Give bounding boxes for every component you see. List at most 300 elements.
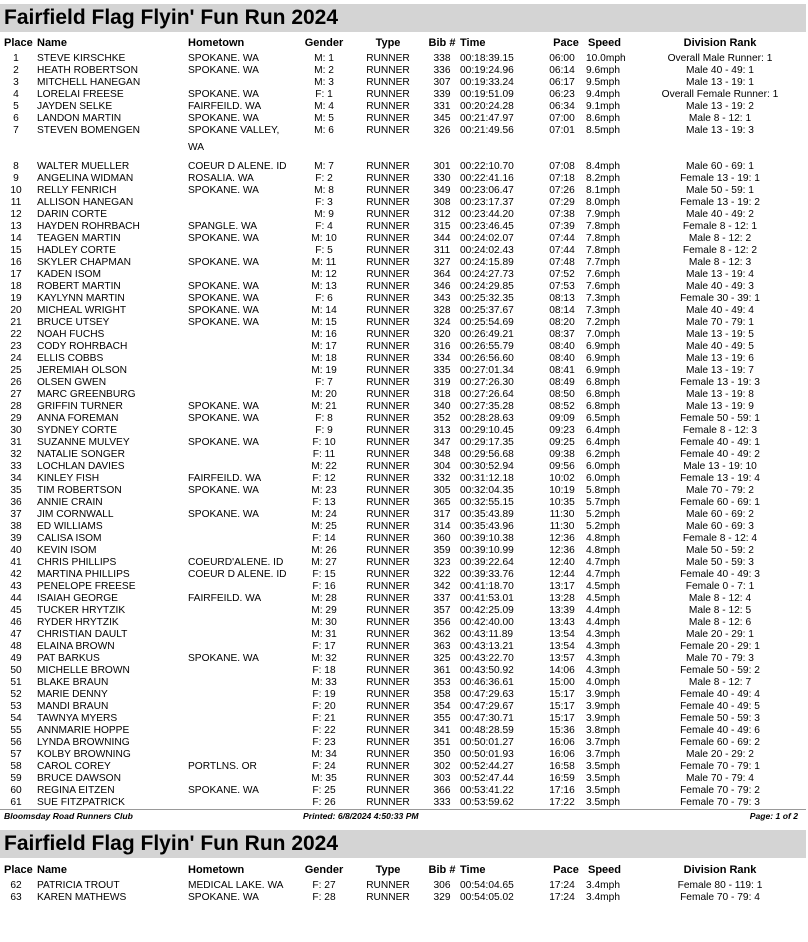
cell-type: RUNNER (366, 173, 410, 184)
cell-division: Female 8 - 12: 2 (682, 245, 758, 256)
cell-hometown: SPOKANE. WA (188, 65, 259, 76)
cell-pace: 17:24 (549, 892, 575, 903)
cell-gender: F: 5 (315, 245, 333, 256)
cell-type: RUNNER (366, 785, 410, 796)
cell-gender: F: 6 (315, 293, 333, 304)
cell-type: RUNNER (366, 473, 410, 484)
cell-division: Female 80 - 119: 1 (677, 880, 763, 891)
cell-hometown: SPOKANE. WA (188, 653, 259, 664)
cell-gender: F: 18 (312, 665, 336, 676)
cell-time: 00:39:10.99 (460, 545, 514, 556)
cell-gender: F: 27 (312, 880, 336, 891)
cell-division: Male 13 - 19: 2 (686, 101, 754, 112)
cell-type: RUNNER (366, 89, 410, 100)
cell-place: 24 (10, 353, 22, 364)
cell-place: 54 (10, 713, 22, 724)
table-row (0, 341, 808, 353)
cell-place: 63 (10, 892, 22, 903)
cell-name: ELAINA BROWN (37, 641, 115, 652)
table-row (0, 593, 808, 605)
cell-name: PENELOPE FREESE (37, 581, 136, 592)
cell-type: RUNNER (366, 605, 410, 616)
cell-division: Male 60 - 69: 1 (686, 161, 754, 172)
cell-gender: M: 2 (314, 65, 334, 76)
cell-time: 00:25:32.35 (460, 293, 514, 304)
cell-time: 00:32:55.15 (460, 497, 514, 508)
cell-bib: 319 (433, 377, 451, 388)
cell-pace: 06:17 (549, 77, 575, 88)
cell-time: 00:27:26.30 (460, 377, 514, 388)
cell-division: Female 60 - 69: 1 (680, 497, 760, 508)
cell-division: Male 8 - 12: 2 (688, 233, 752, 244)
cell-division: Female 40 - 49: 2 (680, 449, 760, 460)
cell-bib: 360 (433, 533, 451, 544)
cell-pace: 12:40 (549, 557, 575, 568)
cell-type: RUNNER (366, 737, 410, 748)
cell-time: 00:27:35.28 (460, 401, 514, 412)
cell-place: 20 (10, 305, 22, 316)
cell-speed: 6.2mph (586, 449, 620, 460)
cell-speed: 4.8mph (586, 545, 620, 556)
table-row (0, 449, 808, 461)
cell-type: RUNNER (366, 581, 410, 592)
cell-bib: 317 (433, 509, 451, 520)
cell-bib: 358 (433, 689, 451, 700)
cell-bib: 315 (433, 221, 451, 232)
table-row (0, 161, 808, 173)
cell-place: 30 (10, 425, 22, 436)
cell-place: 23 (10, 341, 22, 352)
table-row (0, 557, 808, 569)
cell-time: 00:24:15.89 (460, 257, 514, 268)
cell-pace: 13:43 (549, 617, 575, 628)
cell-type: RUNNER (366, 317, 410, 328)
cell-place: 41 (10, 557, 22, 568)
cell-speed: 8.2mph (586, 173, 620, 184)
cell-hometown: SPOKANE VALLEY, (188, 125, 280, 136)
cell-speed: 6.5mph (586, 413, 620, 424)
cell-place: 18 (10, 281, 22, 292)
cell-time: 00:29:10.45 (460, 425, 514, 436)
cell-time: 00:23:17.37 (460, 197, 514, 208)
cell-bib: 320 (433, 329, 451, 340)
cell-hometown: SPOKANE. WA (188, 509, 259, 520)
cell-place: 36 (10, 497, 22, 508)
cell-place: 9 (13, 173, 19, 184)
cell-place: 17 (10, 269, 22, 280)
cell-type: RUNNER (366, 197, 410, 208)
cell-speed: 8.6mph (586, 113, 620, 124)
page2-title-banner (0, 830, 806, 858)
cell-name: TIM ROBERTSON (37, 485, 122, 496)
cell-name: SYDNEY CORTE (37, 425, 118, 436)
cell-pace: 09:09 (549, 413, 575, 424)
cell-speed: 6.4mph (586, 437, 620, 448)
cell-type: RUNNER (366, 125, 410, 136)
cell-time: 00:54:05.02 (460, 892, 514, 903)
table-row (0, 269, 808, 281)
cell-place: 39 (10, 533, 22, 544)
cell-type: RUNNER (366, 353, 410, 364)
table-row (0, 185, 808, 197)
cell-pace: 15:00 (549, 677, 575, 688)
cell-gender: M: 27 (311, 557, 337, 568)
cell-gender: F: 7 (315, 377, 333, 388)
cell-type: RUNNER (366, 545, 410, 556)
cell-division: Female 13 - 19: 2 (680, 197, 760, 208)
page-footer (0, 811, 808, 825)
table-row (0, 485, 808, 497)
cell-pace: 09:23 (549, 425, 575, 436)
cell-gender: F: 15 (312, 569, 336, 580)
cell-speed: 6.0mph (586, 473, 620, 484)
cell-gender: F: 16 (312, 581, 336, 592)
cell-speed: 9.1mph (586, 101, 620, 112)
table-row (0, 353, 808, 365)
cell-name: RYDER HRYTZIK (37, 617, 119, 628)
cell-division: Female 50 - 59: 3 (680, 713, 760, 724)
footer-printed: Printed: 6/8/2024 4:50:33 PM (303, 811, 419, 821)
table-row (0, 749, 808, 761)
cell-type: RUNNER (366, 221, 410, 232)
cell-pace: 07:00 (549, 113, 575, 124)
header-hometown: Hometown (188, 37, 245, 49)
cell-bib: 357 (433, 605, 451, 616)
table-row (0, 581, 808, 593)
table-row (0, 509, 808, 521)
cell-time: 00:27:01.34 (460, 365, 514, 376)
cell-pace: 10:19 (549, 485, 575, 496)
cell-division: Female 50 - 59: 1 (680, 413, 760, 424)
cell-place: 49 (10, 653, 22, 664)
cell-pace: 07:39 (549, 221, 575, 232)
header-place: Place (4, 37, 33, 49)
cell-gender: F: 23 (312, 737, 336, 748)
cell-hometown: SPOKANE. WA (188, 53, 259, 64)
cell-place: 14 (10, 233, 22, 244)
cell-type: RUNNER (366, 209, 410, 220)
header-gender: Gender (304, 864, 344, 876)
cell-place: 26 (10, 377, 22, 388)
cell-time: 00:29:56.68 (460, 449, 514, 460)
cell-gender: F: 8 (315, 413, 333, 424)
cell-gender: M: 6 (314, 125, 334, 136)
cell-bib: 329 (433, 892, 451, 903)
cell-bib: 362 (433, 629, 451, 640)
cell-division: Female 8 - 12: 1 (682, 221, 758, 232)
cell-place: 7 (13, 125, 19, 136)
cell-speed: 8.5mph (586, 125, 620, 136)
cell-place: 58 (10, 761, 22, 772)
header-gender: Gender (304, 37, 344, 49)
cell-gender: M: 25 (311, 521, 337, 532)
cell-place: 56 (10, 737, 22, 748)
cell-division: Male 13 - 19: 6 (686, 353, 754, 364)
cell-name: MANDI BRAUN (37, 701, 109, 712)
cell-division: Male 20 - 29: 2 (686, 749, 754, 760)
table-row (0, 605, 808, 617)
cell-speed: 4.3mph (586, 665, 620, 676)
cell-pace: 07:53 (549, 281, 575, 292)
cell-hometown: SPOKANE. WA (188, 401, 259, 412)
table-row (0, 365, 808, 377)
cell-place: 40 (10, 545, 22, 556)
cell-division: Male 40 - 49: 3 (686, 281, 754, 292)
cell-name: CHRISTIAN DAULT (37, 629, 128, 640)
table-row (0, 53, 808, 65)
header-name: Name (37, 864, 67, 876)
cell-time: 00:43:11.89 (460, 629, 514, 640)
cell-bib: 356 (433, 617, 451, 628)
cell-place: 38 (10, 521, 22, 532)
cell-name: MICHELLE BROWN (37, 665, 130, 676)
cell-bib: 301 (433, 161, 451, 172)
cell-type: RUNNER (366, 521, 410, 532)
footer-divider (0, 809, 806, 810)
cell-speed: 7.3mph (586, 293, 620, 304)
cell-name: KAREN MATHEWS (37, 892, 127, 903)
cell-name: KADEN ISOM (37, 269, 101, 280)
cell-name: ELLIS COBBS (37, 353, 104, 364)
cell-place: 27 (10, 389, 22, 400)
table-row (0, 725, 808, 737)
cell-speed: 4.7mph (586, 569, 620, 580)
cell-speed: 4.4mph (586, 605, 620, 616)
table-row (0, 473, 808, 485)
table-row (0, 305, 808, 317)
cell-name: SKYLER CHAPMAN (37, 257, 131, 268)
cell-name: STEVEN BOMENGEN (37, 125, 141, 136)
cell-speed: 9.5mph (586, 77, 620, 88)
table-row (0, 497, 808, 509)
cell-type: RUNNER (366, 185, 410, 196)
cell-name: MITCHELL HANEGAN (37, 77, 141, 88)
cell-name: ANNIE CRAIN (37, 497, 103, 508)
cell-bib: 302 (433, 761, 451, 772)
cell-pace: 13:17 (549, 581, 575, 592)
cell-bib: 338 (433, 53, 451, 64)
cell-division: Male 40 - 49: 4 (686, 305, 754, 316)
cell-type: RUNNER (366, 629, 410, 640)
cell-name: MARIE DENNY (37, 689, 108, 700)
cell-name: LOCHLAN DAVIES (37, 461, 125, 472)
cell-division: Female 70 - 79: 3 (680, 797, 760, 808)
table-row (0, 293, 808, 305)
cell-pace: 08:20 (549, 317, 575, 328)
cell-gender: M: 26 (311, 545, 337, 556)
cell-gender: M: 14 (311, 305, 337, 316)
cell-gender: F: 9 (315, 425, 333, 436)
cell-gender: F: 4 (315, 221, 333, 232)
table-row (0, 173, 808, 185)
cell-pace: 06:14 (549, 65, 575, 76)
cell-bib: 349 (433, 185, 451, 196)
header-time: Time (460, 37, 486, 49)
cell-division: Male 40 - 49: 1 (686, 65, 754, 76)
cell-division: Male 40 - 49: 5 (686, 341, 754, 352)
table-row (0, 461, 808, 473)
cell-type: RUNNER (366, 101, 410, 112)
cell-bib: 322 (433, 569, 451, 580)
cell-name: LYNDA BROWNING (37, 737, 130, 748)
cell-gender: F: 24 (312, 761, 336, 772)
cell-hometown: SPOKANE. WA (188, 233, 259, 244)
table-row (0, 629, 808, 641)
cell-division: Male 40 - 49: 2 (686, 209, 754, 220)
cell-pace: 07:26 (549, 185, 575, 196)
cell-pace: 16:58 (549, 761, 575, 772)
cell-gender: F: 14 (312, 533, 336, 544)
cell-pace: 08:14 (549, 305, 575, 316)
cell-gender: M: 5 (314, 113, 334, 124)
table-row (0, 761, 808, 773)
cell-type: RUNNER (366, 677, 410, 688)
cell-gender: F: 21 (312, 713, 336, 724)
table-row (0, 689, 808, 701)
cell-division: Female 40 - 49: 6 (680, 725, 760, 736)
table-row (0, 413, 808, 425)
cell-gender: M: 23 (311, 485, 337, 496)
table-row (0, 401, 808, 413)
header-bib: Bib # (428, 864, 456, 876)
cell-bib: 328 (433, 305, 451, 316)
cell-gender: F: 3 (315, 197, 333, 208)
cell-pace: 08:40 (549, 353, 575, 364)
cell-speed: 5.2mph (586, 509, 620, 520)
cell-time: 00:46:36.61 (460, 677, 514, 688)
cell-bib: 353 (433, 677, 451, 688)
cell-gender: F: 28 (312, 892, 336, 903)
cell-time: 00:22:10.70 (460, 161, 514, 172)
cell-pace: 12:36 (549, 533, 575, 544)
header-pace: Pace (553, 864, 579, 876)
cell-gender: F: 22 (312, 725, 336, 736)
cell-speed: 4.7mph (586, 557, 620, 568)
cell-bib: 347 (433, 437, 451, 448)
cell-speed: 3.4mph (586, 892, 620, 903)
cell-speed: 7.2mph (586, 317, 620, 328)
cell-place: 12 (10, 209, 22, 220)
cell-bib: 341 (433, 725, 451, 736)
cell-bib: 352 (433, 413, 451, 424)
cell-place: 59 (10, 773, 22, 784)
cell-speed: 7.0mph (586, 329, 620, 340)
cell-hometown: SPOKANE. WA (188, 413, 259, 424)
cell-bib: 305 (433, 485, 451, 496)
cell-division: Male 50 - 59: 3 (686, 557, 754, 568)
cell-division: Female 40 - 49: 5 (680, 701, 760, 712)
table-row (0, 281, 808, 293)
cell-speed: 4.3mph (586, 653, 620, 664)
cell-division: Male 13 - 19: 8 (686, 389, 754, 400)
cell-pace: 15:36 (549, 725, 575, 736)
cell-name: HEATH ROBERTSON (37, 65, 138, 76)
cell-pace: 13:54 (549, 629, 575, 640)
cell-bib: 350 (433, 749, 451, 760)
header-division: Division Rank (683, 37, 757, 49)
cell-name: NATALIE SONGER (37, 449, 125, 460)
cell-pace: 12:44 (549, 569, 575, 580)
cell-time: 00:23:44.20 (460, 209, 514, 220)
cell-name: TEAGEN MARTIN (37, 233, 121, 244)
cell-hometown: SPOKANE. WA (188, 485, 259, 496)
cell-bib: 323 (433, 557, 451, 568)
table-row (0, 245, 808, 257)
cell-gender: F: 10 (312, 437, 336, 448)
cell-pace: 08:52 (549, 401, 575, 412)
cell-speed: 3.7mph (586, 737, 620, 748)
cell-gender: M: 33 (311, 677, 337, 688)
cell-type: RUNNER (366, 269, 410, 280)
cell-name: TUCKER HRYTZIK (37, 605, 126, 616)
cell-hometown: SPOKANE. WA (188, 785, 259, 796)
cell-pace: 10:02 (549, 473, 575, 484)
cell-name: HADLEY CORTE (37, 245, 116, 256)
cell-hometown: PORTLNS. OR (188, 761, 257, 772)
cell-division: Female 70 - 79: 4 (680, 892, 760, 903)
cell-bib: 324 (433, 317, 451, 328)
header-bib: Bib # (428, 37, 456, 49)
cell-hometown: SPOKANE. WA (188, 305, 259, 316)
cell-name: ALLISON HANEGAN (37, 197, 134, 208)
table-row (0, 425, 808, 437)
cell-bib: 354 (433, 701, 451, 712)
cell-hometown: SPOKANE. WA (188, 185, 259, 196)
table-row (0, 713, 808, 725)
cell-time: 00:43:50.92 (460, 665, 514, 676)
cell-type: RUNNER (366, 880, 410, 891)
cell-time: 00:42:40.00 (460, 617, 514, 628)
cell-speed: 7.3mph (586, 305, 620, 316)
cell-bib: 364 (433, 269, 451, 280)
cell-speed: 7.6mph (586, 269, 620, 280)
cell-bib: 306 (433, 880, 451, 891)
cell-type: RUNNER (366, 797, 410, 808)
cell-time: 00:19:33.24 (460, 77, 514, 88)
cell-pace: 11:30 (549, 521, 575, 532)
cell-bib: 308 (433, 197, 451, 208)
table-row (0, 701, 808, 713)
cell-hometown: SPANGLE. WA (188, 221, 258, 232)
cell-pace: 07:44 (549, 245, 575, 256)
cell-time: 00:21:49.56 (460, 125, 514, 136)
cell-speed: 7.8mph (586, 233, 620, 244)
cell-division: Male 13 - 19: 5 (686, 329, 754, 340)
cell-bib: 359 (433, 545, 451, 556)
cell-place: 6 (13, 113, 19, 124)
cell-time: 00:50:01.93 (460, 749, 514, 760)
cell-hometown: SPOKANE. WA (188, 281, 259, 292)
cell-speed: 3.5mph (586, 797, 620, 808)
cell-pace: 07:52 (549, 269, 575, 280)
cell-division: Female 20 - 29: 1 (680, 641, 760, 652)
cell-bib: 348 (433, 449, 451, 460)
cell-place: 57 (10, 749, 22, 760)
cell-place: 44 (10, 593, 22, 604)
cell-division: Female 8 - 12: 4 (682, 533, 758, 544)
cell-bib: 339 (433, 89, 451, 100)
cell-name: KEVIN ISOM (37, 545, 97, 556)
cell-pace: 15:17 (549, 689, 575, 700)
cell-type: RUNNER (366, 293, 410, 304)
cell-time: 00:24:02.43 (460, 245, 514, 256)
cell-hometown: FAIRFEILD. WA (188, 593, 262, 604)
cell-speed: 6.8mph (586, 401, 620, 412)
cell-time: 00:47:29.63 (460, 689, 514, 700)
cell-time: 00:24:02.07 (460, 233, 514, 244)
cell-gender: F: 12 (312, 473, 336, 484)
cell-place: 3 (13, 77, 19, 88)
